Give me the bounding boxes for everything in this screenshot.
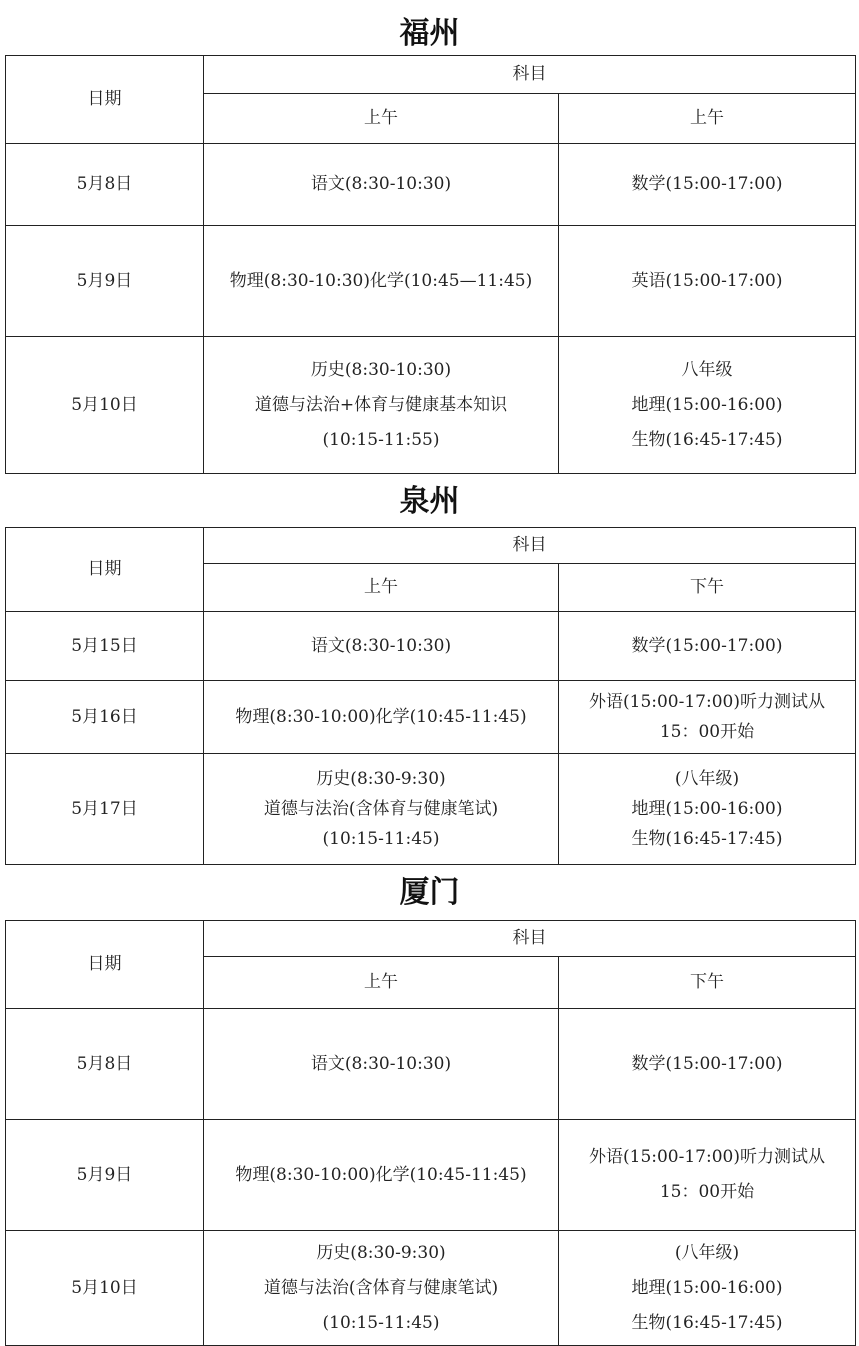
subject-line: 数学(15:00-17:00) [631, 636, 783, 656]
subject-line: 数学(15:00-17:00) [631, 1053, 783, 1074]
schedule-table-fuzhou [5, 55, 856, 474]
morning-cell [204, 337, 559, 474]
date-cell: 5月9日 [6, 1120, 204, 1231]
subject-line: (10:15-11:55) [322, 429, 440, 450]
subject-line: 道德与法治+体育与健康基本知识 [254, 394, 508, 415]
subject-line: 道德与法治(含体育与健康笔试) [263, 799, 499, 819]
afternoon-cell [559, 754, 856, 865]
afternoon-cell [559, 337, 856, 474]
date-header: 日期 [6, 528, 204, 612]
morning-cell [204, 1231, 559, 1346]
morning-cell [204, 612, 559, 681]
afternoon-header: 下午 [559, 564, 856, 612]
morning-cell [204, 681, 559, 754]
afternoon-cell [559, 612, 856, 681]
subject-line: (10:15-11:45) [322, 1312, 440, 1333]
afternoon-cell [559, 144, 856, 226]
table-row [6, 1231, 856, 1346]
afternoon-cell [559, 1231, 856, 1346]
subject-line: 语文(8:30-10:30) [310, 174, 452, 194]
date-cell: 5月16日 [6, 681, 204, 754]
subject-line: 数学(15:00-17:00) [631, 174, 783, 194]
subject-line: 语文(8:30-10:30) [310, 1053, 452, 1074]
table-row [6, 337, 856, 474]
subject-line: 地理(15:00-16:00) [631, 394, 783, 415]
subject-line: 外语(15:00-17:00)听力测试从 [589, 692, 825, 712]
date-cell: 5月17日 [6, 754, 204, 865]
city-title-quanzhou: 泉州 [399, 484, 460, 519]
morning-cell [204, 1009, 559, 1120]
subject-line: 15：00开始 [659, 1182, 755, 1202]
morning-header: 上午 [204, 564, 559, 612]
subject-line: 生物(16:45-17:45) [631, 429, 783, 450]
subject-line: (10:15-11:45) [322, 829, 440, 849]
subject-line: (八年级) [674, 1242, 740, 1263]
subject-header: 科目 [204, 921, 856, 957]
city-title-fuzhou: 福州 [399, 16, 460, 51]
date-header: 日期 [6, 921, 204, 1009]
afternoon-cell [559, 226, 856, 337]
city-title-xiamen: 厦门 [399, 875, 460, 910]
subject-header: 科目 [204, 528, 856, 564]
date-cell: 5月15日 [6, 612, 204, 681]
subject-line: 地理(15:00-16:00) [631, 799, 783, 819]
morning-header: 上午 [204, 957, 559, 1009]
afternoon-cell [559, 1120, 856, 1231]
morning-cell [204, 144, 559, 226]
table-row [6, 144, 856, 226]
subject-line: 物理(8:30-10:00)化学(10:45-11:45) [235, 707, 527, 727]
table-row [6, 754, 856, 865]
table-row [6, 1120, 856, 1231]
subject-line: 英语(15:00-17:00) [631, 270, 783, 291]
subject-line: 语文(8:30-10:30) [310, 636, 452, 656]
morning-cell [204, 754, 559, 865]
table-row [6, 612, 856, 681]
subject-line: 地理(15:00-16:00) [631, 1277, 783, 1298]
morning-cell [204, 226, 559, 337]
subject-line: 道德与法治(含体育与健康笔试) [263, 1277, 499, 1298]
subject-line: 物理(8:30-10:00)化学(10:45-11:45) [235, 1164, 527, 1185]
subject-line: (八年级) [674, 769, 740, 789]
subject-line: 历史(8:30-9:30) [316, 1242, 446, 1263]
date-header: 日期 [6, 56, 204, 144]
afternoon-cell [559, 1009, 856, 1120]
morning-cell [204, 1120, 559, 1231]
subject-header: 科目 [204, 56, 856, 94]
afternoon-header: 下午 [559, 957, 856, 1009]
table-row [6, 681, 856, 754]
date-cell: 5月10日 [6, 1231, 204, 1346]
date-cell: 5月9日 [6, 226, 204, 337]
subject-line: 外语(15:00-17:00)听力测试从 [589, 1147, 825, 1167]
header-row [6, 921, 856, 957]
afternoon-cell [559, 681, 856, 754]
subject-line: 历史(8:30-10:30) [310, 359, 452, 380]
morning-header: 上午 [204, 94, 559, 144]
table-row [6, 1009, 856, 1120]
date-cell: 5月10日 [6, 337, 204, 474]
subject-line: 生物(16:45-17:45) [631, 1312, 783, 1333]
subject-line: 历史(8:30-9:30) [316, 769, 446, 789]
subject-line: 生物(16:45-17:45) [631, 829, 783, 849]
schedule-table-quanzhou [5, 527, 856, 865]
header-row [6, 528, 856, 564]
afternoon-header: 上午 [559, 94, 856, 144]
schedule-table-xiamen [5, 920, 856, 1346]
subject-line: 15：00开始 [659, 722, 755, 742]
subject-line: 八年级 [681, 359, 733, 380]
date-cell: 5月8日 [6, 144, 204, 226]
subject-line: 物理(8:30-10:30)化学(10:45—11:45) [229, 270, 533, 291]
date-cell: 5月8日 [6, 1009, 204, 1120]
table-row [6, 226, 856, 337]
header-row [6, 56, 856, 94]
